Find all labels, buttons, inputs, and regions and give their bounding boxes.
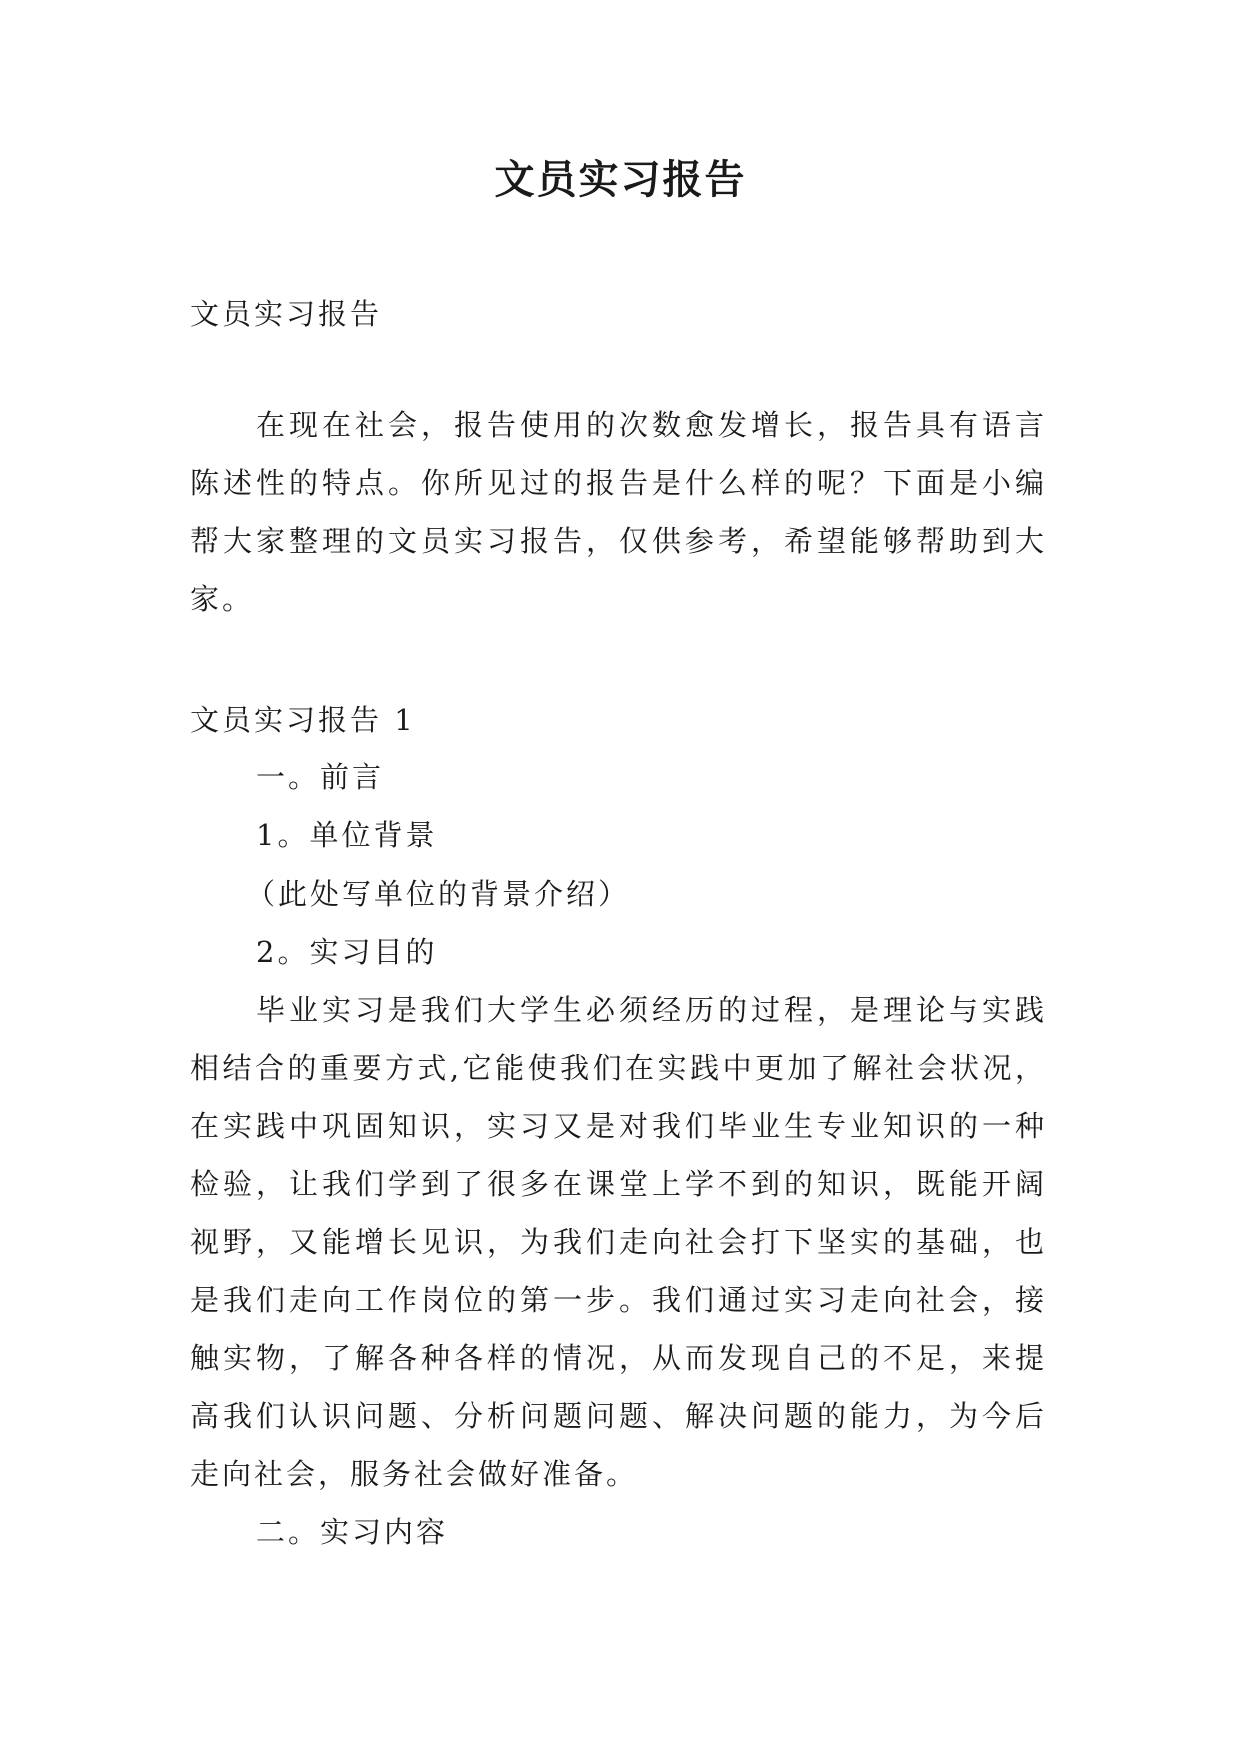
intro-line-1: 在现在社会，报告使用的次数愈发增长，报告具有语言	[256, 408, 1044, 442]
purpose-line-6: 是我们走向工作岗位的第一步。我们通过实习走向社会，接	[190, 1283, 1044, 1317]
intro-line-3: 帮大家整理的文员实习报告，仅供参考，希望能够帮助到大	[190, 524, 1044, 558]
intro-line-4: 家。	[190, 582, 255, 616]
section-heading: 文员实习报告 1	[190, 703, 416, 737]
heading-preface: 一。前言	[256, 760, 385, 794]
purpose-line-2: 相结合的重要方式,它能使我们在实践中更加了解社会状况，	[190, 1051, 1044, 1085]
purpose-line-1: 毕业实习是我们大学生必须经历的过程，是理论与实践	[256, 993, 1044, 1027]
purpose-line-9: 走向社会，服务社会做好准备。	[190, 1457, 639, 1491]
heading-unit-background: 1。单位背景	[256, 818, 438, 852]
purpose-line-5: 视野，又能增长见识，为我们走向社会打下坚实的基础，也	[190, 1225, 1044, 1259]
purpose-line-8: 高我们认识问题、分析问题问题、解决问题的能力，为今后	[190, 1399, 1044, 1433]
heading-internship-purpose: 2。实习目的	[256, 935, 438, 969]
purpose-line-7: 触实物，了解各种各样的情况，从而发现自己的不足，来提	[190, 1341, 1044, 1375]
unit-background-note: （此处写单位的背景介绍）	[246, 877, 631, 911]
purpose-line-3: 在实践中巩固知识，实习又是对我们毕业生专业知识的一种	[190, 1109, 1044, 1143]
intro-line-2: 陈述性的特点。你所见过的报告是什么样的呢？下面是小编	[190, 466, 1044, 500]
document-title: 文员实习报告	[494, 157, 747, 203]
purpose-line-4: 检验，让我们学到了很多在课堂上学不到的知识，既能开阔	[190, 1167, 1044, 1201]
heading-internship-content: 二。实习内容	[256, 1515, 449, 1549]
document-subtitle: 文员实习报告	[190, 297, 383, 331]
